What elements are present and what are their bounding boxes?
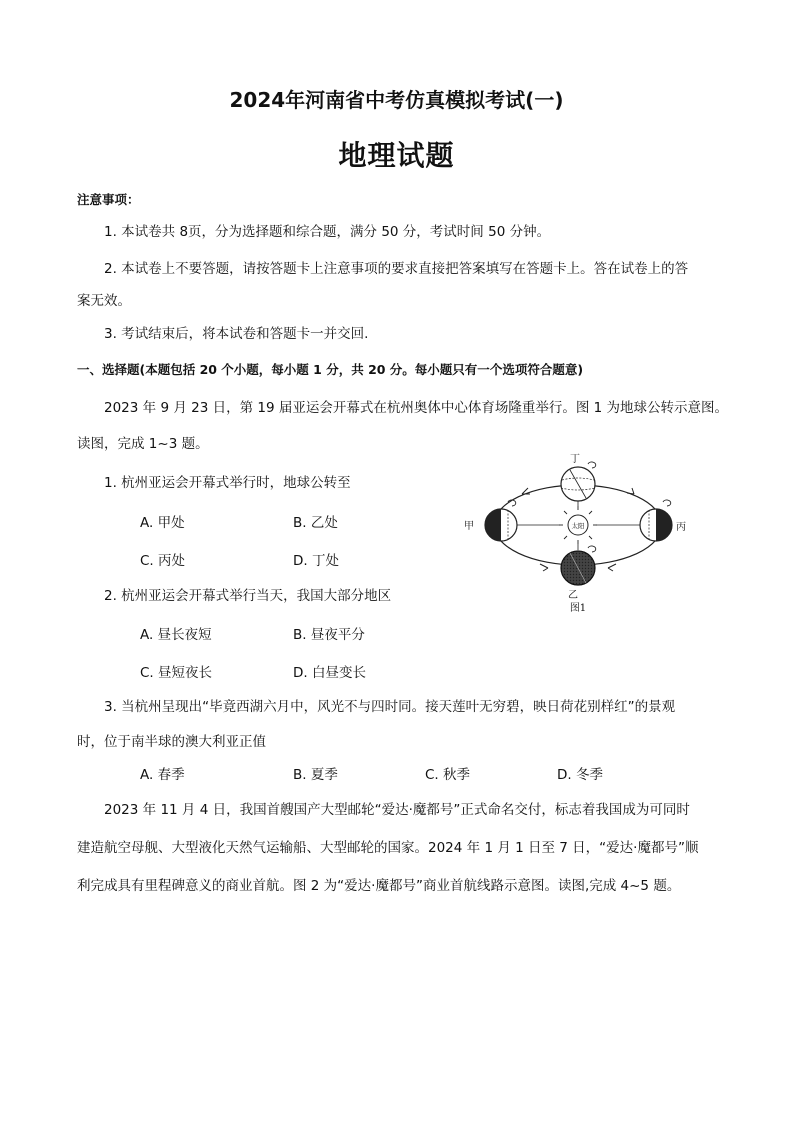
q2-option-d: D. 白昼变长 bbox=[293, 665, 366, 681]
earth-left-icon bbox=[485, 500, 517, 541]
q1-option-d: D. 丁处 bbox=[293, 553, 339, 569]
q1-option-a: A. 甲处 bbox=[140, 515, 185, 531]
q2-stem: 2. 杭州亚运会开幕式举行当天，我国大部分地区 bbox=[104, 588, 392, 604]
earth-bottom-icon bbox=[561, 546, 596, 585]
exam-title: 2024年河南省中考仿真模拟考试(一) bbox=[229, 88, 564, 112]
earth-right-icon bbox=[640, 500, 672, 541]
note-3: 3. 考试结束后，将本试卷和答题卡一并交回. bbox=[104, 326, 369, 342]
q3-option-b: B. 夏季 bbox=[293, 767, 338, 783]
note-2: 2. 本试卷上不要答题，请按答题卡上注意事项的要求直接把答案填写在答题卡上。答在试卷上的答 bbox=[104, 261, 689, 277]
label-jia: 甲 bbox=[464, 521, 474, 532]
intro-line-2: 读图，完成 1~3 题。 bbox=[77, 436, 209, 452]
q3-option-c: C. 秋季 bbox=[425, 767, 471, 783]
orbit-arrow-icon bbox=[608, 564, 616, 571]
note-2-cont: 案无效。 bbox=[77, 293, 131, 309]
q3-option-d: D. 冬季 bbox=[557, 767, 603, 783]
q3-stem-1: 3. 当杭州呈现出“毕竟西湖六月中，风光不与四时同。接天莲叶无穷碧，映日荷花别样红”的景观 bbox=[104, 699, 676, 715]
q1-option-b: B. 乙处 bbox=[293, 515, 338, 531]
intro-line-1: 2023 年 9 月 23 日，第 19 届亚运会开幕式在杭州奥体中心体育场隆重举行。图 1 为地球公转示意图。 bbox=[104, 400, 729, 416]
subject-title: 地理试题 bbox=[338, 139, 455, 172]
label-ding: 丁 bbox=[570, 454, 580, 465]
intro2-line-1: 2023 年 11 月 4 日，我国首艘国产大型邮轮“爱达·魔都号”正式命名交付，标志着我国成为可同时 bbox=[104, 802, 690, 818]
figure-caption: 图1 bbox=[569, 603, 587, 614]
q2-option-a: A. 昼长夜短 bbox=[140, 627, 212, 643]
sun-label: 太阳 bbox=[571, 522, 585, 530]
q3-stem-2: 时，位于南半球的澳大利亚正值 bbox=[77, 734, 266, 750]
orbit-arrow-icon bbox=[540, 564, 548, 571]
q1-option-c: C. 丙处 bbox=[140, 553, 186, 569]
label-bing: 丙 bbox=[676, 522, 686, 533]
q2-option-c: C. 昼短夜长 bbox=[140, 665, 213, 681]
earth-revolution-diagram bbox=[458, 450, 698, 618]
intro2-line-3: 利完成具有里程碑意义的商业首航。图 2 为“爱达·魔都号”商业首航线路示意图。读图,完成 4~5 题。 bbox=[77, 878, 681, 894]
intro2-line-2: 建造航空母舰、大型液化天然气运输船、大型邮轮的国家。2024 年 1 月 1 日至 7 日，“爱达·魔都号”顺 bbox=[77, 840, 699, 856]
q3-option-a: A. 春季 bbox=[140, 767, 185, 783]
note-1: 1. 本试卷共 8页，分为选择题和综合题，满分 50 分，考试时间 50 分钟。 bbox=[104, 224, 551, 240]
section-heading: 一、选择题(本题包括 20 个小题，每小题 1 分，共 20 分。每小题只有一个选项符合题意) bbox=[77, 362, 584, 377]
notes-heading: 注意事项： bbox=[77, 192, 140, 207]
q2-option-b: B. 昼夜平分 bbox=[293, 627, 365, 643]
earth-top-icon bbox=[561, 462, 596, 501]
orbit-arrow-icon bbox=[627, 488, 634, 494]
label-yi: 乙 bbox=[568, 590, 578, 601]
q1-stem: 1. 杭州亚运会开幕式举行时，地球公转至 bbox=[104, 475, 351, 491]
